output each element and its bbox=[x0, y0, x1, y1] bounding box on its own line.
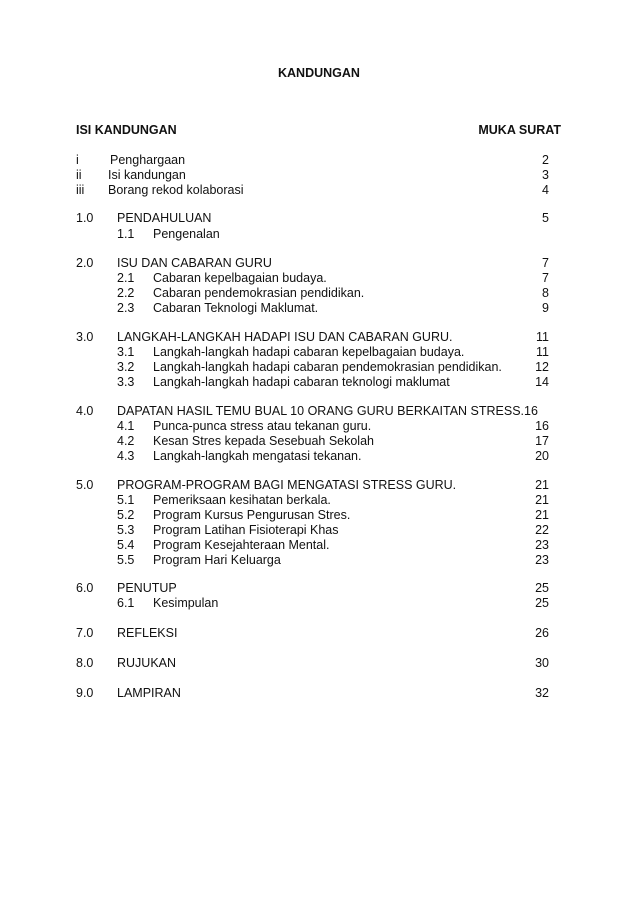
subsection-page: 9 bbox=[542, 301, 549, 315]
prelim-label: Isi kandungan bbox=[108, 168, 186, 182]
section-title: RUJUKAN bbox=[117, 656, 177, 670]
subsection-page: 7 bbox=[542, 271, 549, 285]
subsection-number: 4.2 bbox=[117, 434, 135, 448]
subsection-label: Program Hari Keluarga bbox=[153, 553, 281, 567]
subsection-label: Cabaran pendemokrasian pendidikan. bbox=[153, 286, 365, 300]
section-number: 5.0 bbox=[76, 478, 94, 492]
subsection-page: 21 bbox=[535, 508, 549, 522]
section-title: PENDAHULUAN bbox=[117, 211, 212, 225]
page-title: KANDUNGAN bbox=[278, 66, 360, 80]
section-page: 7 bbox=[542, 256, 549, 270]
prelim-number: i bbox=[76, 153, 79, 167]
subsection-label: Program Latihan Fisioterapi Khas bbox=[153, 523, 339, 537]
section-title: LANGKAH-LANGKAH HADAPI ISU DAN CABARAN GURU. bbox=[117, 330, 453, 344]
subsection-number: 1.1 bbox=[117, 227, 135, 241]
subsection-number: 5.1 bbox=[117, 493, 135, 507]
subsection-page: 21 bbox=[535, 493, 549, 507]
prelim-label: Borang rekod kolaborasi bbox=[108, 183, 244, 197]
section-page: 26 bbox=[535, 626, 549, 640]
section-page: 25 bbox=[535, 581, 549, 595]
subsection-number: 5.5 bbox=[117, 553, 135, 567]
subsection-page: 17 bbox=[535, 434, 549, 448]
subsection-page: 22 bbox=[535, 523, 549, 537]
subsection-page: 20 bbox=[535, 449, 549, 463]
subsection-label: Program Kesejahteraan Mental. bbox=[153, 538, 330, 552]
section-number: 9.0 bbox=[76, 686, 94, 700]
section-number: 6.0 bbox=[76, 581, 94, 595]
prelim-page: 2 bbox=[542, 153, 549, 167]
subsection-page: 12 bbox=[535, 360, 549, 374]
section-number: 8.0 bbox=[76, 656, 94, 670]
section-title: REFLEKSI bbox=[117, 626, 178, 640]
subsection-label: Cabaran kepelbagaian budaya. bbox=[153, 271, 327, 285]
subsection-label: Langkah-langkah hadapi cabaran teknologi maklumat bbox=[153, 375, 450, 389]
section-number: 1.0 bbox=[76, 211, 94, 225]
section-title: LAMPIRAN bbox=[117, 686, 181, 700]
subsection-number: 6.1 bbox=[117, 596, 135, 610]
prelim-number: ii bbox=[76, 168, 82, 182]
section-page: 30 bbox=[535, 656, 549, 670]
section-number: 3.0 bbox=[76, 330, 94, 344]
prelim-number: iii bbox=[76, 183, 85, 197]
subsection-label: Langkah-langkah mengatasi tekanan. bbox=[153, 449, 362, 463]
subsection-number: 5.2 bbox=[117, 508, 135, 522]
subsection-label: Pemeriksaan kesihatan berkala. bbox=[153, 493, 331, 507]
subsection-page: 23 bbox=[535, 538, 549, 552]
subsection-page: 23 bbox=[535, 553, 549, 567]
section-title: PENUTUP bbox=[117, 581, 177, 595]
subsection-number: 3.3 bbox=[117, 375, 135, 389]
subsection-page: 16 bbox=[535, 419, 549, 433]
toc-header-right: MUKA SURAT bbox=[478, 123, 561, 137]
section-number: 4.0 bbox=[76, 404, 94, 418]
section-page: 21 bbox=[535, 478, 549, 492]
subsection-page: 11 bbox=[536, 345, 549, 359]
section-page: 5 bbox=[542, 211, 549, 225]
section-title: PROGRAM-PROGRAM BAGI MENGATASI STRESS GURU. bbox=[117, 478, 457, 492]
subsection-label: Langkah-langkah hadapi cabaran pendemokrasian pendidikan. bbox=[153, 360, 502, 374]
subsection-number: 2.2 bbox=[117, 286, 135, 300]
subsection-number: 4.3 bbox=[117, 449, 135, 463]
subsection-number: 4.1 bbox=[117, 419, 135, 433]
subsection-label: Program Kursus Pengurusan Stres. bbox=[153, 508, 351, 522]
subsection-number: 3.2 bbox=[117, 360, 135, 374]
section-page: 11 bbox=[536, 330, 549, 344]
subsection-label: Punca-punca stress atau tekanan guru. bbox=[153, 419, 372, 433]
subsection-label: Kesimpulan bbox=[153, 596, 219, 610]
subsection-label: Cabaran Teknologi Maklumat. bbox=[153, 301, 319, 315]
subsection-label: Langkah-langkah hadapi cabaran kepelbagaian budaya. bbox=[153, 345, 465, 359]
section-title: ISU DAN CABARAN GURU bbox=[117, 256, 272, 270]
subsection-number: 3.1 bbox=[117, 345, 135, 359]
subsection-number: 5.3 bbox=[117, 523, 135, 537]
section-title: DAPATAN HASIL TEMU BUAL 10 ORANG GURU BERKAITAN STRESS.16 bbox=[117, 404, 538, 418]
prelim-page: 3 bbox=[542, 168, 549, 182]
subsection-number: 2.3 bbox=[117, 301, 135, 315]
subsection-page: 25 bbox=[535, 596, 549, 610]
section-page: 32 bbox=[535, 686, 549, 700]
prelim-page: 4 bbox=[542, 183, 549, 197]
section-number: 2.0 bbox=[76, 256, 94, 270]
toc-header-left: ISI KANDUNGAN bbox=[76, 123, 177, 137]
subsection-page: 14 bbox=[535, 375, 549, 389]
subsection-number: 5.4 bbox=[117, 538, 135, 552]
subsection-page: 8 bbox=[542, 286, 549, 300]
section-number: 7.0 bbox=[76, 626, 94, 640]
subsection-number: 2.1 bbox=[117, 271, 135, 285]
subsection-label: Pengenalan bbox=[153, 227, 220, 241]
prelim-label: Penghargaan bbox=[110, 153, 186, 167]
subsection-label: Kesan Stres kepada Sesebuah Sekolah bbox=[153, 434, 374, 448]
